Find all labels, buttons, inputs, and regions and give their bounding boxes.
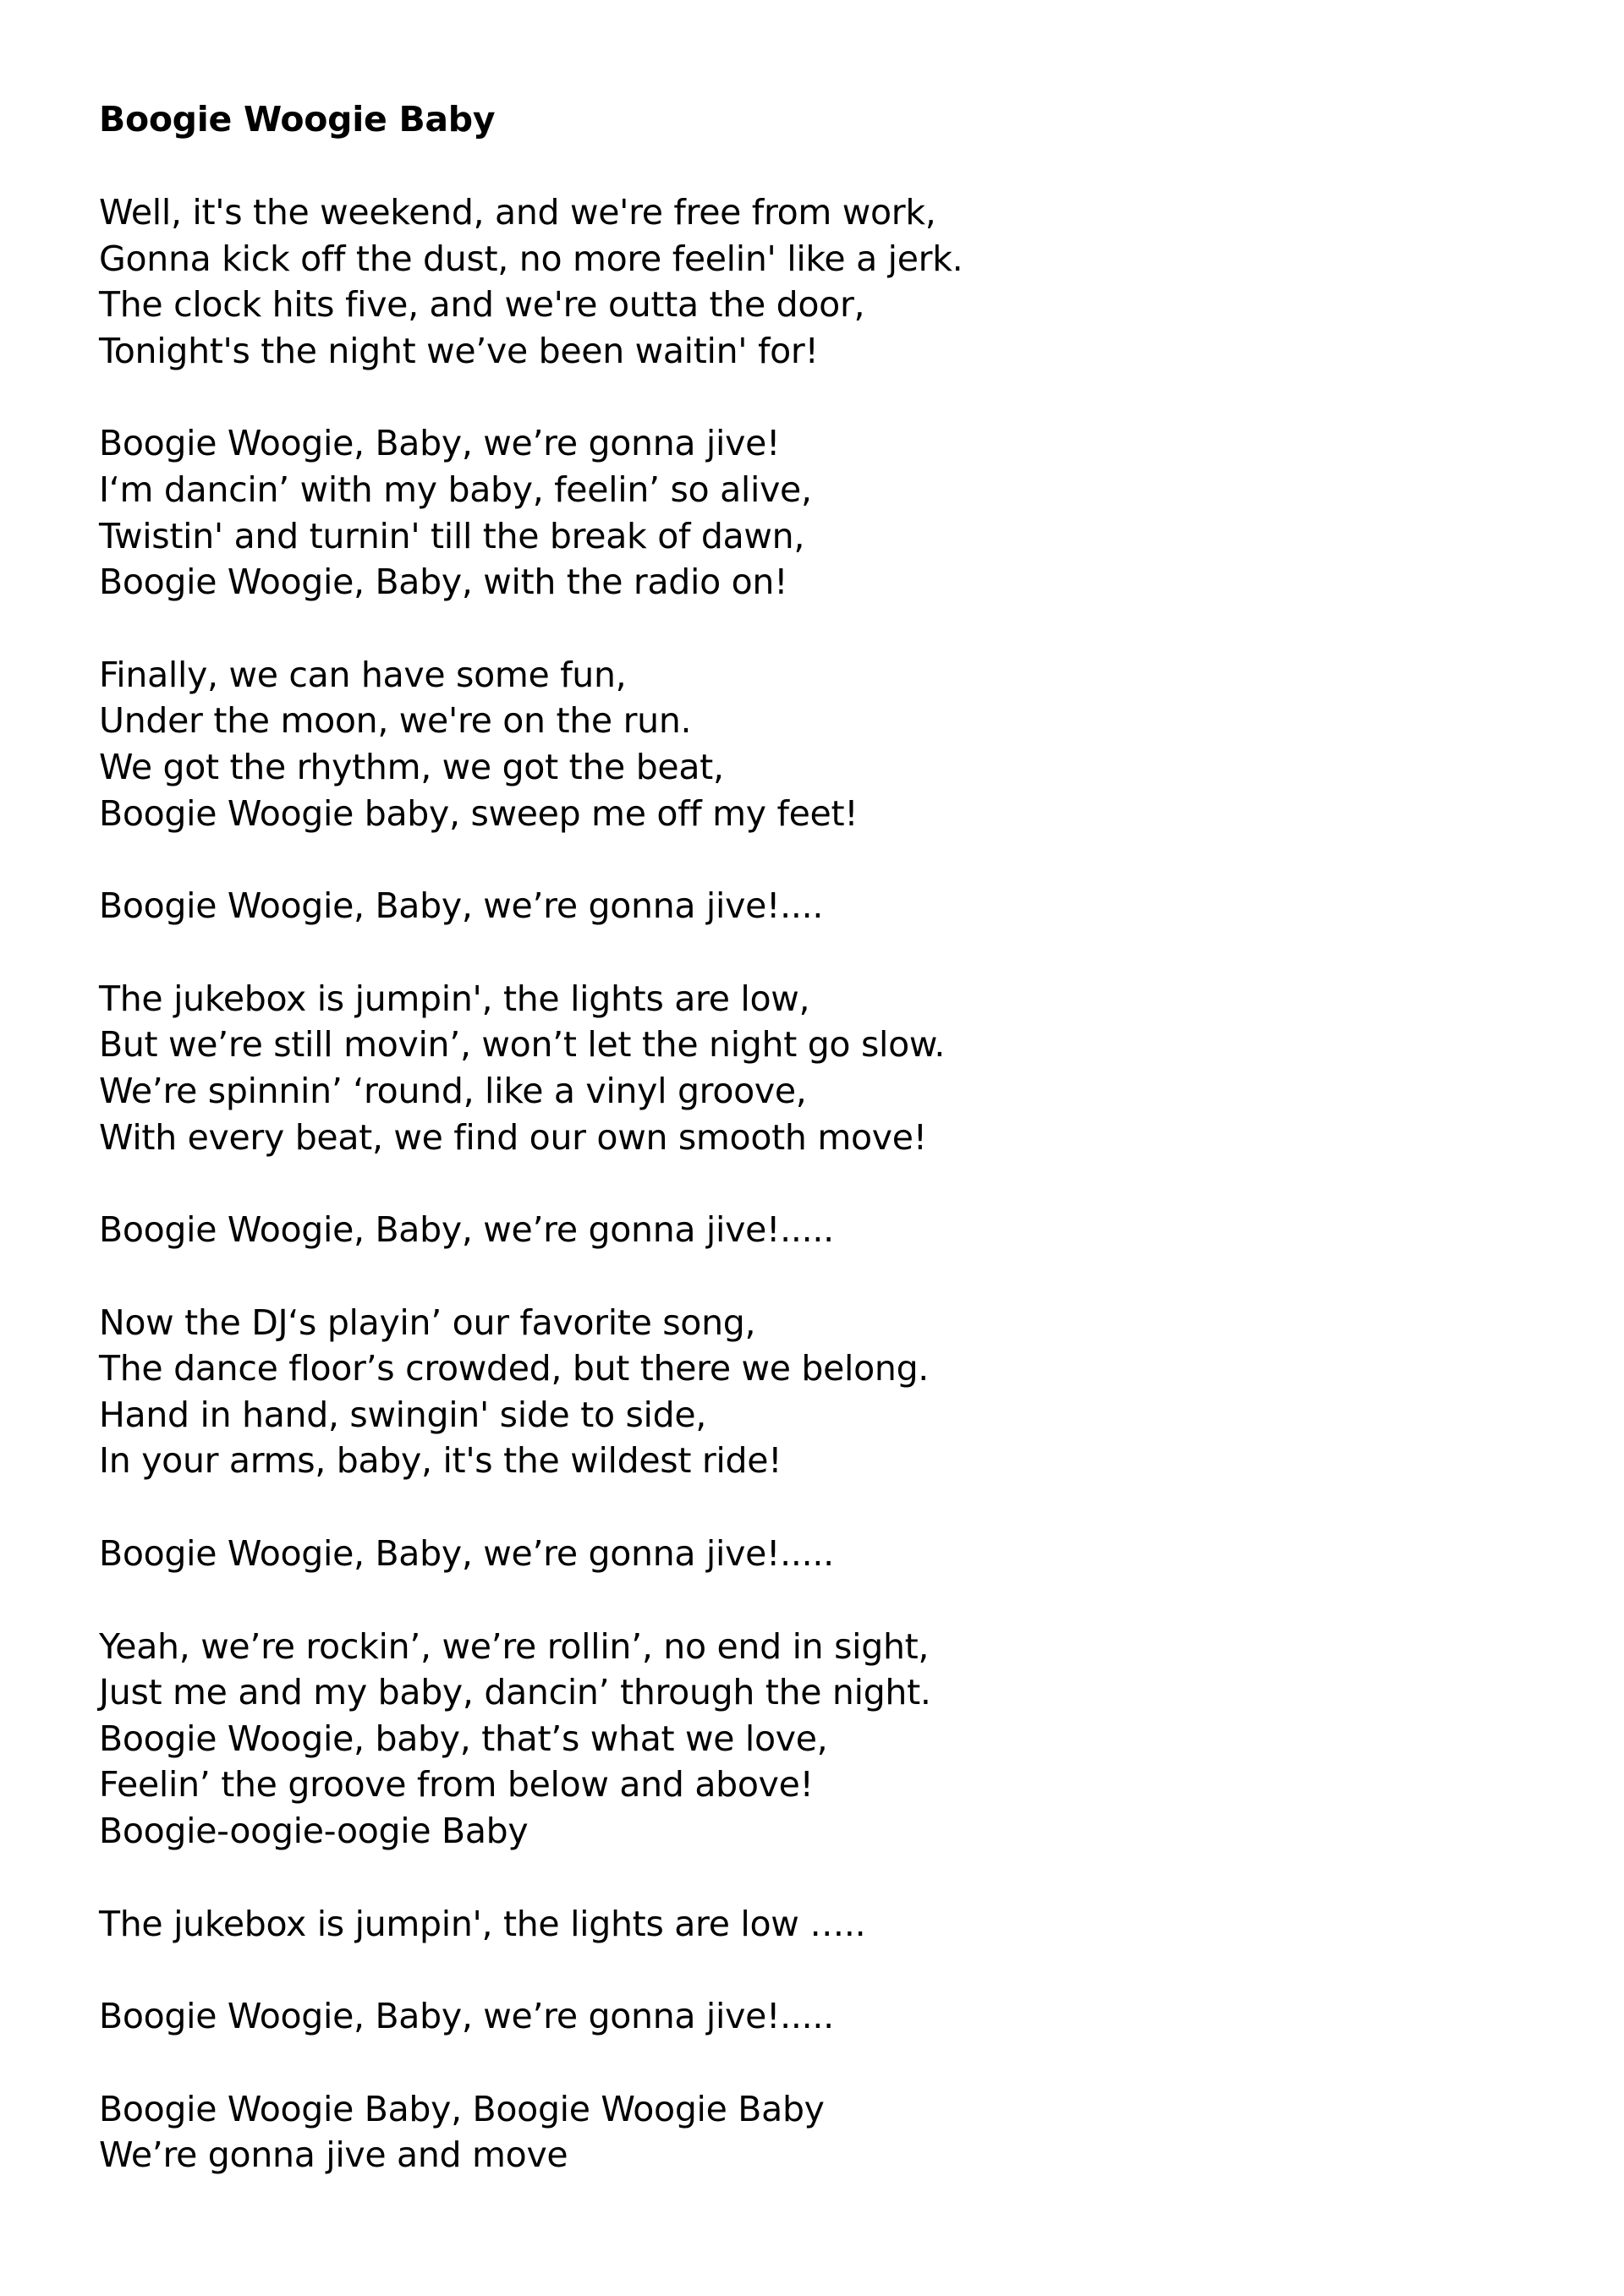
lyric-line: We’re gonna jive and move xyxy=(99,2134,568,2176)
lyric-line: Just me and my baby, dancin’ through the night. xyxy=(99,1672,931,1713)
stanza-chorus xyxy=(99,420,1537,605)
lyric-line: Boogie Woogie, baby, that’s what we love, xyxy=(99,1718,828,1759)
stanza-verse-3-repeat xyxy=(99,1901,1537,1948)
lyric-line: Boogie Woogie, Baby, with the radio on! xyxy=(99,562,788,603)
stanza-outro xyxy=(99,2086,1537,2178)
stanza-verse-1 xyxy=(99,189,1537,374)
lyrics-page xyxy=(99,96,1537,2178)
lyric-line: The dance floor’s crowded, but there we belong. xyxy=(99,1348,930,1389)
lyric-line: Finally, we can have some fun, xyxy=(99,654,627,695)
stanza-chorus-repeat-2 xyxy=(99,1207,1537,1253)
lyric-line: Twistin' and turnin' till the break of dawn, xyxy=(99,515,805,556)
lyric-line: Now the DJ‘s playin’ our favorite song, xyxy=(99,1301,756,1343)
lyric-line: The clock hits five, and we're outta the door, xyxy=(99,284,865,326)
lyric-line: Boogie-oogie-oogie Baby xyxy=(99,1811,529,1852)
stanza-verse-5 xyxy=(99,1624,1537,1855)
stanza-chorus-repeat-4 xyxy=(99,1993,1537,2040)
stanza-verse-3 xyxy=(99,976,1537,1160)
lyric-line: The jukebox is jumpin', the lights are low, xyxy=(99,978,810,1019)
lyric-line: Well, it's the weekend, and we're free from work, xyxy=(99,192,936,233)
lyric-line: In your arms, baby, it's the wildest ride! xyxy=(99,1440,782,1482)
lyric-line: With every beat, we find our own smooth move! xyxy=(99,1116,927,1158)
lyric-line: Boogie Woogie, Baby, we’re gonna jive! xyxy=(99,423,781,464)
lyric-line: Hand in hand, swingin' side to side, xyxy=(99,1394,707,1435)
stanza-chorus-repeat-3 xyxy=(99,1531,1537,1577)
lyric-line: Boogie Woogie, Baby, we’re gonna jive!..... xyxy=(99,1209,834,1251)
lyric-line: The jukebox is jumpin', the lights are low ….. xyxy=(99,1903,866,1944)
lyric-line: Gonna kick off the dust, no more feelin' like a jerk. xyxy=(99,238,963,279)
lyric-line: But we’re still movin’, won’t let the night go slow. xyxy=(99,1024,946,1066)
song-title: Boogie Woogie Baby xyxy=(99,99,496,140)
lyric-line: Boogie Woogie Baby, Boogie Woogie Baby xyxy=(99,2088,825,2129)
lyric-line: Yeah, we’re rockin’, we’re rollin’, no end in sight, xyxy=(99,1625,930,1667)
stanza-verse-4 xyxy=(99,1300,1537,1484)
lyric-line: Feelin’ the groove from below and above! xyxy=(99,1764,814,1806)
stanza-verse-2 xyxy=(99,652,1537,836)
stanza-chorus-repeat-1 xyxy=(99,883,1537,929)
lyric-line: Boogie Woogie, Baby, we’re gonna jive!..... xyxy=(99,1996,834,2037)
lyric-line: I‘m dancin’ with my baby, feelin’ so alive, xyxy=(99,469,812,510)
lyric-line: We got the rhythm, we got the beat, xyxy=(99,746,724,787)
lyrics-body xyxy=(99,189,1537,2178)
lyric-line: Boogie Woogie, Baby, we’re gonna jive!.... xyxy=(99,885,824,927)
lyric-line: Boogie Woogie baby, sweep me off my feet! xyxy=(99,792,859,834)
lyric-line: Boogie Woogie, Baby, we’re gonna jive!..... xyxy=(99,1533,834,1575)
lyric-line: Tonight's the night we’ve been waitin' for! xyxy=(99,330,819,371)
lyric-line: Under the moon, we're on the run. xyxy=(99,700,692,742)
lyric-line: We’re spinnin’ ‘round, like a vinyl groove, xyxy=(99,1070,807,1111)
